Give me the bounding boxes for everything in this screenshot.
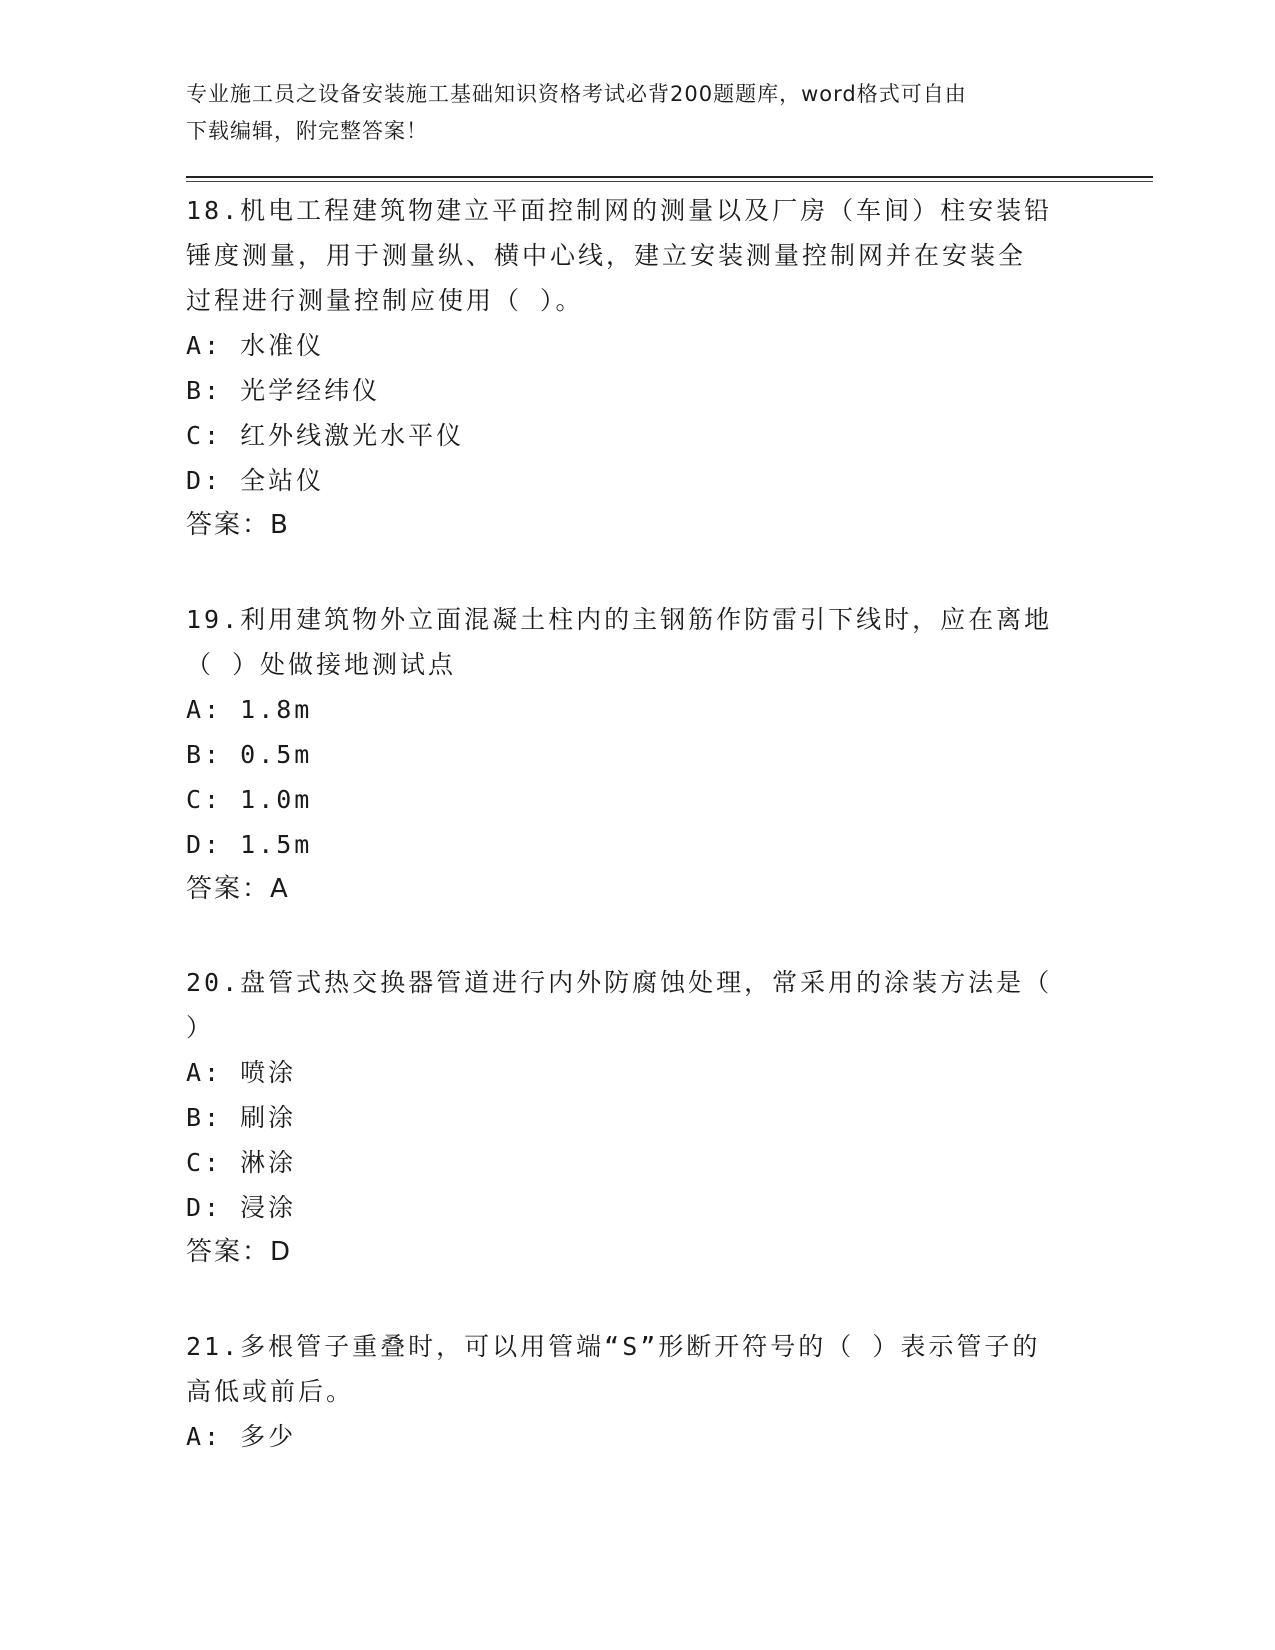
question-20 — [186, 960, 1086, 1275]
header-divider-thick — [186, 176, 1153, 178]
question-21 — [186, 1324, 1086, 1459]
option-a: A: 水准仪 — [186, 331, 325, 360]
document-header — [186, 76, 1066, 150]
header-divider-thin — [186, 181, 1153, 182]
answer-line: 答案：D — [186, 1237, 293, 1267]
option-a: A: 多少 — [186, 1422, 297, 1451]
question-19 — [186, 597, 1086, 912]
option-c: C: 1.0m — [186, 785, 313, 814]
option-b: B: 0.5m — [186, 740, 313, 769]
header-line-1: 专业施工员之设备安装施工基础知识资格考试必背200题题库，word格式可自由 — [186, 82, 967, 106]
option-a: A: 1.8m — [186, 695, 313, 724]
option-d: D: 全站仪 — [186, 466, 325, 495]
option-a: A: 喷涂 — [186, 1058, 297, 1087]
question-stem-line: ） — [186, 1013, 215, 1042]
question-stem-line: 锤度测量，用于测量纵、横中心线，建立安装测量控制网并在安装全 — [186, 241, 1027, 270]
question-stem-line: 高低或前后。 — [186, 1377, 355, 1406]
option-b: B: 刷涂 — [186, 1103, 297, 1132]
answer-line: 答案：A — [186, 874, 290, 904]
answer-line: 答案：B — [186, 510, 290, 540]
question-stem-line: 19.利用建筑物外立面混凝土柱内的主钢筋作防雷引下线时，应在离地 — [186, 605, 1053, 634]
option-c: C: 红外线激光水平仪 — [186, 421, 465, 450]
option-c: C: 淋涂 — [186, 1148, 297, 1177]
option-d: D: 1.5m — [186, 830, 313, 859]
header-line-2: 下载编辑，附完整答案！ — [186, 119, 428, 143]
option-d: D: 浸涂 — [186, 1193, 297, 1222]
question-18 — [186, 188, 1086, 548]
option-b: B: 光学经纬仪 — [186, 376, 381, 405]
question-stem-line: 20.盘管式热交换器管道进行内外防腐蚀处理，常采用的涂装方法是（ — [186, 968, 1053, 997]
question-stem-line: 21.多根管子重叠时，可以用管端“S”形断开符号的（ ）表示管子的 — [186, 1332, 1041, 1361]
question-stem-line: 过程进行测量控制应使用（ ）。 — [186, 286, 584, 315]
question-stem-line: （ ）处做接地测试点 — [186, 650, 457, 679]
question-stem-line: 18.机电工程建筑物建立平面控制网的测量以及厂房（车间）柱安装铅 — [186, 196, 1053, 225]
